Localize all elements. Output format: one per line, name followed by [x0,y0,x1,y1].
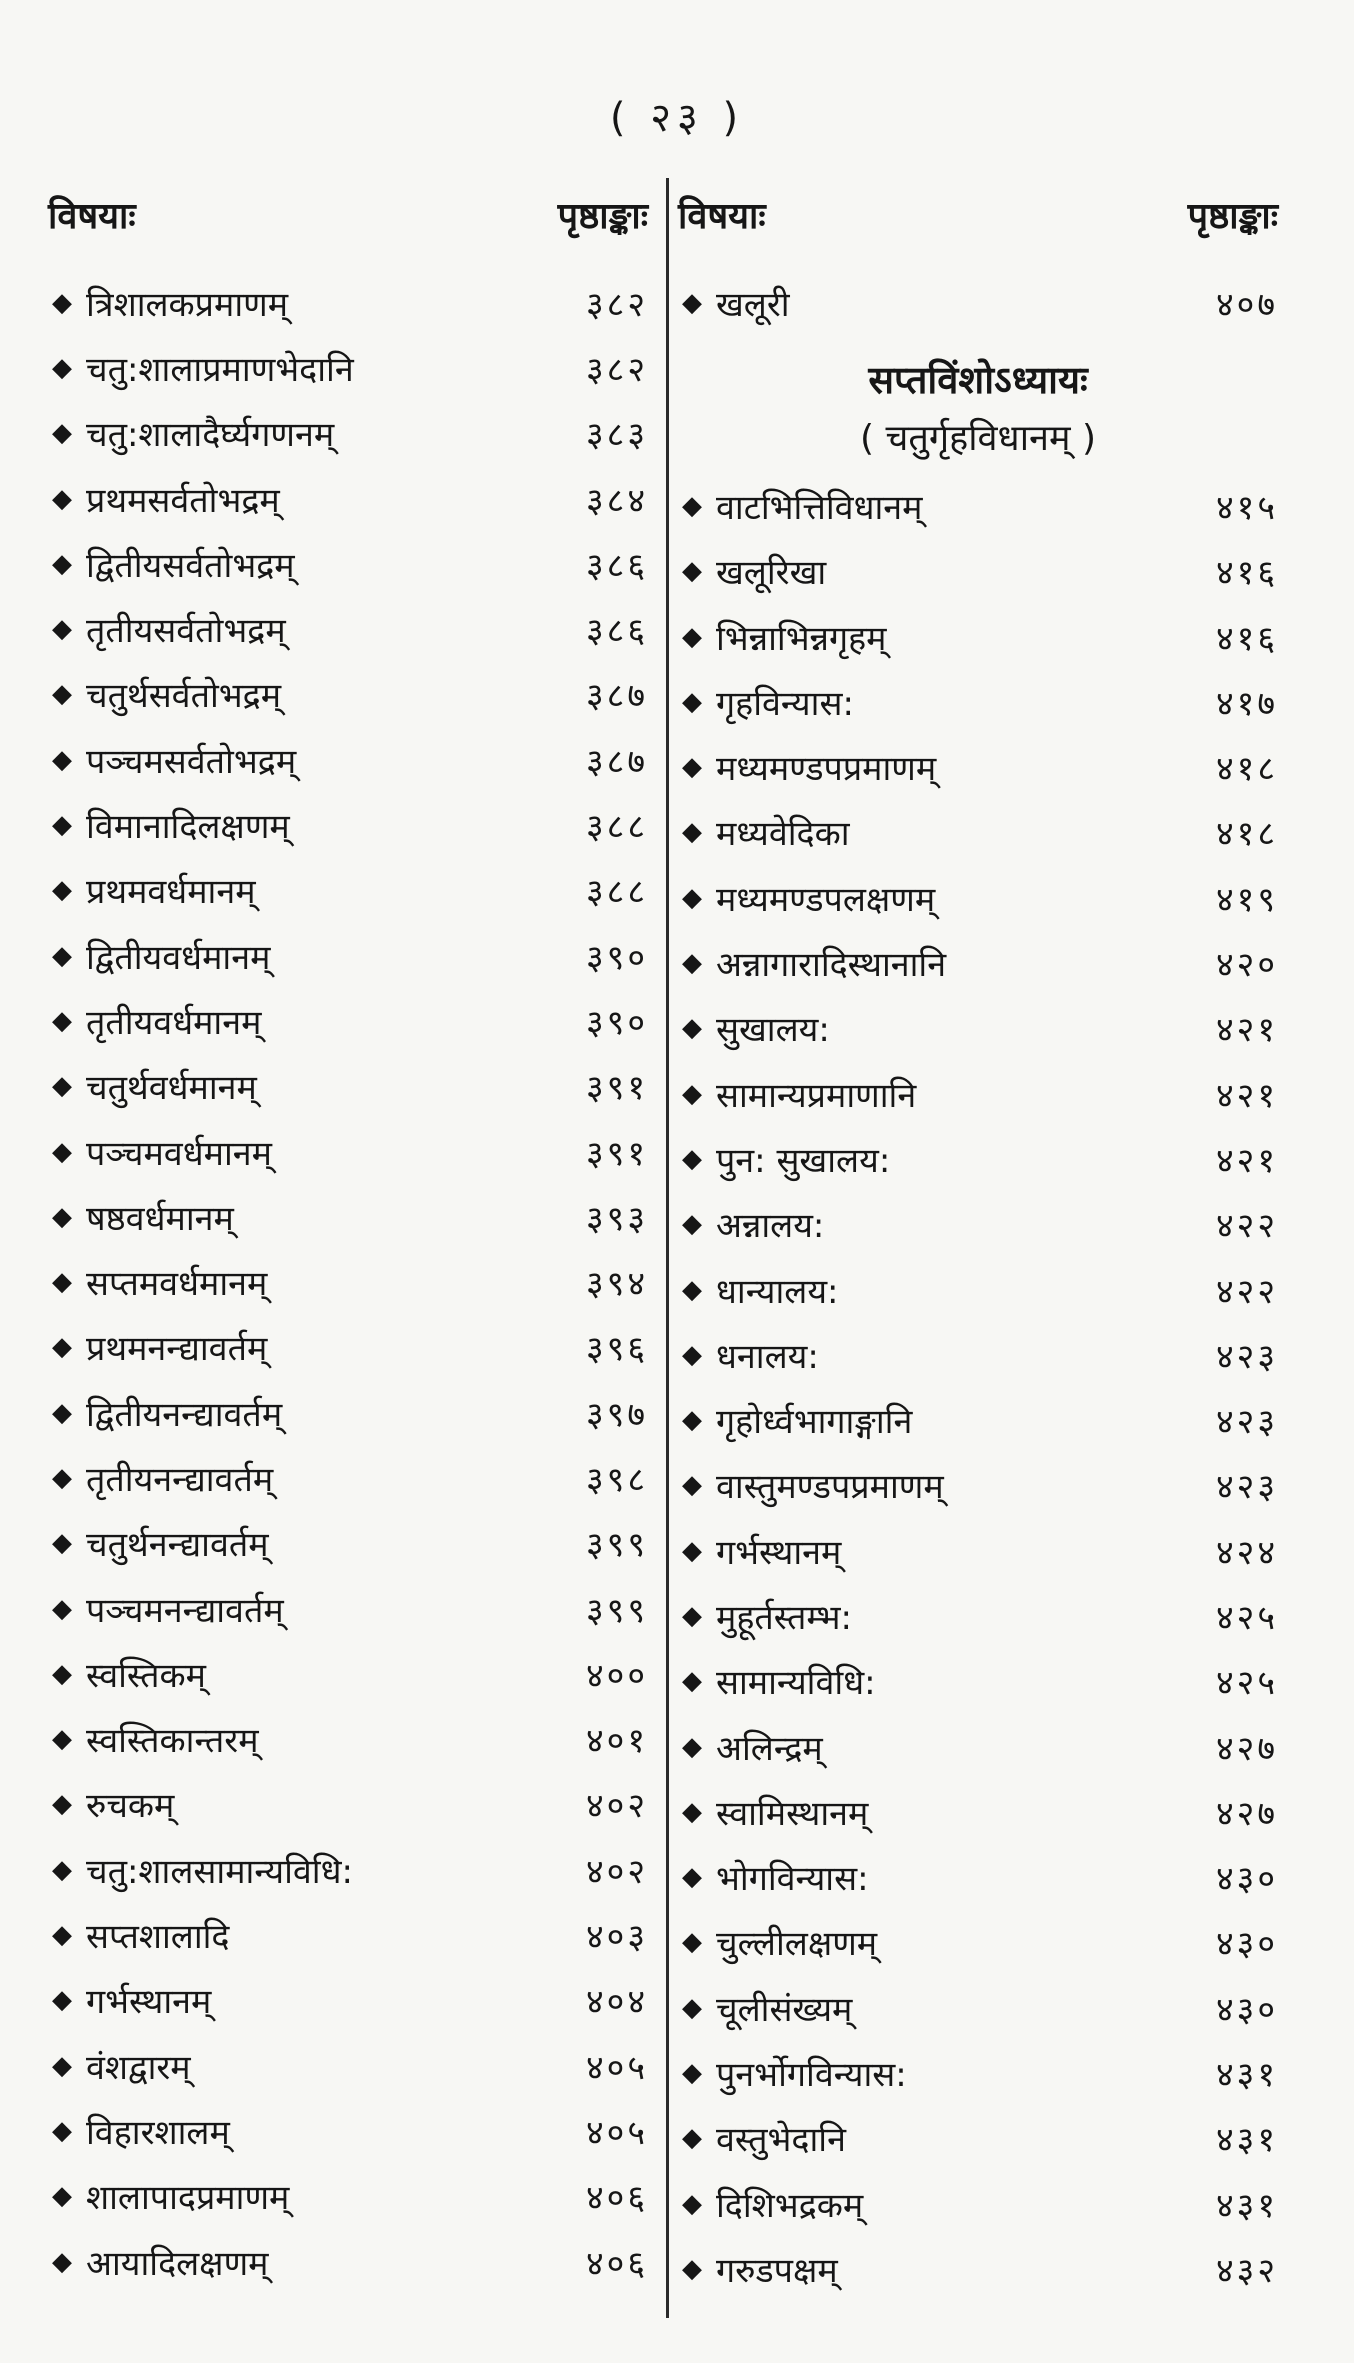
diamond-bullet-icon: ◆ [52,1005,72,1036]
entry-page: ४०६ [585,2243,648,2284]
entry-title: विमानादिलक्षणम् [86,807,290,848]
list-item [678,1649,1278,1714]
entry-page: ४३० [1215,1924,1278,1965]
entry-page: ४०५ [585,2112,648,2153]
entry-page: ३९० [585,1002,648,1043]
list-item [678,1518,1278,1583]
list-item [678,539,1278,604]
entry-title: सप्तमवर्धमानम् [86,1264,268,1305]
diamond-bullet-icon: ◆ [52,1267,72,1298]
diamond-bullet-icon: ◆ [682,1470,702,1501]
list-item [678,270,1278,335]
diamond-bullet-icon: ◆ [682,1992,702,2023]
list-item [678,2040,1278,2105]
list-item [678,1779,1278,1844]
left-column [48,178,648,2294]
diamond-bullet-icon: ◆ [52,2050,72,2081]
entry-title: धनालय: [716,1336,819,1377]
entry-title: विहारशालम् [86,2112,230,2153]
entry-page: ३९६ [585,1329,648,1370]
entry-title: पञ्चमनन्द्यावर्तम् [86,1590,284,1631]
entry-page: ३८२ [585,284,648,325]
diamond-bullet-icon: ◆ [52,287,72,318]
entry-page: ४२० [1215,945,1278,986]
page-number: ( २३ ) [609,95,745,141]
list-item [48,662,648,727]
entry-page: ४३० [1215,1859,1278,1900]
diamond-bullet-icon: ◆ [682,1405,702,1436]
list-item [678,1714,1278,1779]
entry-page: ४२७ [1215,1728,1278,1769]
diamond-bullet-icon: ◆ [682,1209,702,1240]
diamond-bullet-icon: ◆ [52,744,72,775]
entry-page: ४१६ [1215,553,1278,594]
list-item [678,604,1278,669]
list-item [678,669,1278,734]
list-item [48,1641,648,1706]
entry-title: चतु:शालाप्रमाणभेदानि [86,349,354,390]
diamond-bullet-icon: ◆ [52,1462,72,1493]
diamond-bullet-icon: ◆ [682,948,702,979]
entry-title: प्रथमसर्वतोभद्रम् [86,480,280,521]
list-item [48,1902,648,1967]
list-item [678,734,1278,799]
entry-page: ४२५ [1215,1663,1278,1704]
chapter-heading: सप्तविंशोऽध्यायः [868,358,1088,403]
list-item [678,1453,1278,1518]
diamond-bullet-icon: ◆ [682,686,702,717]
entry-title: अन्नालय: [716,1206,825,1247]
entry-title: रुचकम् [86,1786,175,1827]
entry-title: पुन: सुखालय: [716,1140,891,1181]
diamond-bullet-icon: ◆ [682,817,702,848]
list-item [48,2229,648,2294]
entry-title: चूलीसंख्यम् [716,1989,853,2030]
entry-title: आयादिलक्षणम् [86,2243,269,2284]
list-item [48,923,648,988]
entry-page: ३८७ [585,741,648,782]
entry-page: ३९३ [585,1198,648,1239]
diamond-bullet-icon: ◆ [682,2123,702,2154]
list-item [48,1837,648,1902]
list-item [48,1445,648,1510]
entry-page: ४०२ [585,1786,648,1827]
entry-page: ३८८ [585,807,648,848]
entry-title: पुनर्भोगविन्यास: [716,2055,907,2096]
entry-page: ३८२ [585,349,648,390]
page-heading: पृष्ठाङ्काः [557,195,648,237]
diamond-bullet-icon: ◆ [682,2188,702,2219]
right-entry-list [678,270,1278,2302]
diamond-bullet-icon: ◆ [52,1854,72,1885]
list-item [48,1511,648,1576]
list-item [48,1315,648,1380]
diamond-bullet-icon: ◆ [52,1724,72,1755]
diamond-bullet-icon: ◆ [52,483,72,514]
entry-title: वाटभित्तिविधानम् [716,487,923,528]
entry-title: शालापादप्रमाणम् [86,2178,290,2219]
diamond-bullet-icon: ◆ [52,1920,72,1951]
diamond-bullet-icon: ◆ [682,1796,702,1827]
list-item [48,531,648,596]
list-item [678,1910,1278,1975]
entry-page: ४३२ [1215,2250,1278,2291]
list-item [678,1192,1278,1257]
list-item [48,1184,648,1249]
entry-title: गर्भस्थानम् [86,1982,212,2023]
diamond-bullet-icon: ◆ [682,287,702,318]
entry-title: मध्यवेदिका [716,814,850,855]
list-item [48,858,648,923]
diamond-bullet-icon: ◆ [682,1339,702,1370]
entry-title: चतुर्थसर्वतोभद्रम् [86,676,282,717]
entry-title: द्वितीयनन्द्यावर्तम् [86,1394,283,1435]
diamond-bullet-icon: ◆ [52,1201,72,1232]
entry-page: ३८६ [585,611,648,652]
entry-title: भोगविन्यास: [716,1859,869,1900]
list-item [678,1583,1278,1648]
entry-page: ३८६ [585,545,648,586]
diamond-bullet-icon: ◆ [52,810,72,841]
entry-title: मुहूर्तस्तम्भ: [716,1597,852,1638]
right-column-header [678,178,1278,250]
entry-page: ४२२ [1215,1206,1278,1247]
left-entry-list [48,270,648,2294]
diamond-bullet-icon: ◆ [52,875,72,906]
entry-page: ४०१ [585,1721,648,1762]
diamond-bullet-icon: ◆ [52,352,72,383]
subject-heading: विषयाः [48,195,136,237]
diamond-bullet-icon: ◆ [682,752,702,783]
entry-title: द्वितीयसर्वतोभद्रम् [86,545,295,586]
diamond-bullet-icon: ◆ [52,1985,72,2016]
list-item [48,335,648,400]
entry-title: स्वस्तिकम् [86,1655,206,1696]
diamond-bullet-icon: ◆ [52,418,72,449]
entry-title: चतुर्थवर्धमानम् [86,1068,257,1109]
list-item [48,1772,648,1837]
entry-title: द्वितीयवर्धमानम् [86,937,271,978]
diamond-bullet-icon: ◆ [682,1078,702,1109]
entry-page: ४३१ [1215,2185,1278,2226]
entry-title: सामान्यविधि: [716,1663,876,1704]
entry-title: चुल्लीलक्षणम् [716,1924,878,1965]
entry-title: अलिन्द्रम् [716,1728,823,1769]
right-column [678,178,1278,2302]
entry-page: ३८३ [585,415,648,456]
list-item [678,865,1278,930]
entry-title: तृतीयनन्द्यावर्तम् [86,1459,274,1500]
list-item [678,996,1278,1061]
list-item [48,1707,648,1772]
diamond-bullet-icon: ◆ [682,2058,702,2089]
diamond-bullet-icon: ◆ [682,1274,702,1305]
entry-page: ३८७ [585,676,648,717]
entry-title: पञ्चमवर्धमानम् [86,1133,272,1174]
entry-page: ४०४ [585,1982,648,2023]
list-item [678,930,1278,995]
list-item [48,596,648,661]
entry-page: ४३१ [1215,2120,1278,2161]
entry-title: गृहोर्ध्वभागाङ्गानि [716,1402,913,1443]
entry-title: सप्तशालादि [86,1917,230,1958]
entry-page: ४०५ [585,2047,648,2088]
list-item [678,1387,1278,1452]
diamond-bullet-icon: ◆ [682,1013,702,1044]
entry-title: मध्यमण्डपप्रमाणम् [716,749,937,790]
diamond-bullet-icon: ◆ [52,548,72,579]
list-item [48,1968,648,2033]
entry-title: वस्तुभेदानि [716,2120,846,2161]
entry-page: ३९९ [585,1525,648,1566]
diamond-bullet-icon: ◆ [52,1397,72,1428]
diamond-bullet-icon: ◆ [682,1731,702,1762]
entry-title: गरुडपक्षम् [716,2250,838,2291]
list-item [678,473,1278,538]
entry-title: सुखालय: [716,1010,830,1051]
entry-page: ३९० [585,937,648,978]
entry-page: ३९१ [585,1068,648,1109]
list-item [678,1126,1278,1191]
diamond-bullet-icon: ◆ [52,940,72,971]
diamond-bullet-icon: ◆ [682,556,702,587]
diamond-bullet-icon: ◆ [52,2246,72,2277]
left-column-header [48,178,648,250]
entry-page: ४२३ [1215,1402,1278,1443]
list-item [48,1380,648,1445]
entry-page: ४२७ [1215,1793,1278,1834]
entry-title: स्वस्तिकान्तरम् [86,1721,259,1762]
diamond-bullet-icon: ◆ [52,1593,72,1624]
list-item [48,2098,648,2163]
chapter-subtitle: ( चतुर्गृहविधानम् ) [859,418,1097,460]
entry-title: वास्तुमण्डपप्रमाणम् [716,1467,944,1508]
list-item [678,1845,1278,1910]
list-item [48,270,648,335]
list-item [48,1249,648,1314]
entry-page: ४३१ [1215,2055,1278,2096]
entry-title: सामान्यप्रमाणानि [716,1075,917,1116]
entry-page: ४२१ [1215,1010,1278,1051]
entry-page: ४१९ [1215,879,1278,920]
page-heading: पृष्ठाङ्काः [1187,195,1278,237]
entry-title: तृतीयसर्वतोभद्रम् [86,611,286,652]
list-item [48,988,648,1053]
entry-page: ३९९ [585,1590,648,1631]
list-item [678,1061,1278,1126]
diamond-bullet-icon: ◆ [682,1862,702,1893]
entry-page: ३८४ [585,480,648,521]
diamond-bullet-icon: ◆ [52,2115,72,2146]
diamond-bullet-icon: ◆ [52,1332,72,1363]
list-item [678,1322,1278,1387]
entry-page: ४२३ [1215,1467,1278,1508]
entry-title: चतु:शालादैर्घ्यगणनम् [86,415,335,456]
list-item [48,792,648,857]
diamond-bullet-icon: ◆ [682,1927,702,1958]
entry-page: ४१५ [1215,487,1278,528]
list-item [678,2171,1278,2236]
entry-page: ४२१ [1215,1140,1278,1181]
list-item [48,1576,648,1641]
entry-page: ४२४ [1215,1532,1278,1573]
diamond-bullet-icon: ◆ [52,1136,72,1167]
diamond-bullet-icon: ◆ [682,1535,702,1566]
entry-title: प्रथमनन्द्यावर्तम् [86,1329,268,1370]
entry-page: ४१८ [1215,814,1278,855]
diamond-bullet-icon: ◆ [52,679,72,710]
entry-page: ४१६ [1215,618,1278,659]
entry-page: ४०७ [1215,284,1278,325]
diamond-bullet-icon: ◆ [682,1666,702,1697]
entry-page: ३९४ [585,1264,648,1305]
list-item [678,1975,1278,2040]
list-item [48,401,648,466]
diamond-bullet-icon: ◆ [52,1528,72,1559]
entry-page: ४३० [1215,1989,1278,2030]
diamond-bullet-icon: ◆ [682,621,702,652]
diamond-bullet-icon: ◆ [682,1143,702,1174]
entry-page: ३९१ [585,1133,648,1174]
entry-title: खलूरिखा [716,553,827,594]
entry-title: चतुर्थनन्द्यावर्तम् [86,1525,269,1566]
entry-page: ४२१ [1215,1075,1278,1116]
entry-page: ४१७ [1215,683,1278,724]
list-item [48,466,648,531]
entry-title: धान्यालय: [716,1271,839,1312]
diamond-bullet-icon: ◆ [52,1789,72,1820]
entry-title: अन्नागारादिस्थानानि [716,945,947,986]
diamond-bullet-icon: ◆ [52,2181,72,2212]
diamond-bullet-icon: ◆ [682,1600,702,1631]
entry-page: ४२५ [1215,1597,1278,1638]
diamond-bullet-icon: ◆ [52,1071,72,1102]
entry-page: ४०३ [585,1917,648,1958]
entry-title: पञ्चमसर्वतोभद्रम् [86,741,297,782]
subject-heading: विषयाः [678,195,766,237]
entry-page: ३९८ [585,1459,648,1500]
diamond-bullet-icon: ◆ [682,490,702,521]
entry-title: षष्ठवर्धमानम् [86,1198,234,1239]
diamond-bullet-icon: ◆ [682,882,702,913]
diamond-bullet-icon: ◆ [682,2253,702,2284]
list-item [678,2106,1278,2171]
entry-page: ४१८ [1215,749,1278,790]
list-item [48,1119,648,1184]
entry-title: भिन्नाभिन्नगृहम् [716,618,887,659]
entry-title: गृहविन्यास: [716,683,854,724]
entry-title: चतु:शालसामान्यविधि: [86,1851,353,1892]
entry-title: खलूरी [716,284,790,325]
entry-title: त्रिशालकप्रमाणम् [86,284,289,325]
entry-title: स्वामिस्थानम् [716,1793,869,1834]
list-item [678,1257,1278,1322]
column-divider [666,178,669,2318]
list-item [48,2033,648,2098]
entry-page: ४२२ [1215,1271,1278,1312]
entry-page: ३८८ [585,872,648,913]
list-item [48,727,648,792]
entry-page: ४०६ [585,2178,648,2219]
diamond-bullet-icon: ◆ [52,1658,72,1689]
list-item [48,1054,648,1119]
entry-title: दिशिभद्रकम् [716,2185,864,2226]
list-item [678,800,1278,865]
entry-page: ३९७ [585,1394,648,1435]
diamond-bullet-icon: ◆ [52,614,72,645]
entry-title: मध्यमण्डपलक्षणम् [716,879,936,920]
entry-title: गर्भस्थानम् [716,1532,842,1573]
entry-title: प्रथमवर्धमानम् [86,872,256,913]
entry-page: ४२३ [1215,1336,1278,1377]
entry-page: ४०० [585,1655,648,1696]
list-item [48,2164,648,2229]
list-item [678,2236,1278,2301]
entry-page: ४०२ [585,1851,648,1892]
entry-title: वंशद्वारम् [86,2047,191,2088]
entry-title: तृतीयवर्धमानम् [86,1002,262,1043]
